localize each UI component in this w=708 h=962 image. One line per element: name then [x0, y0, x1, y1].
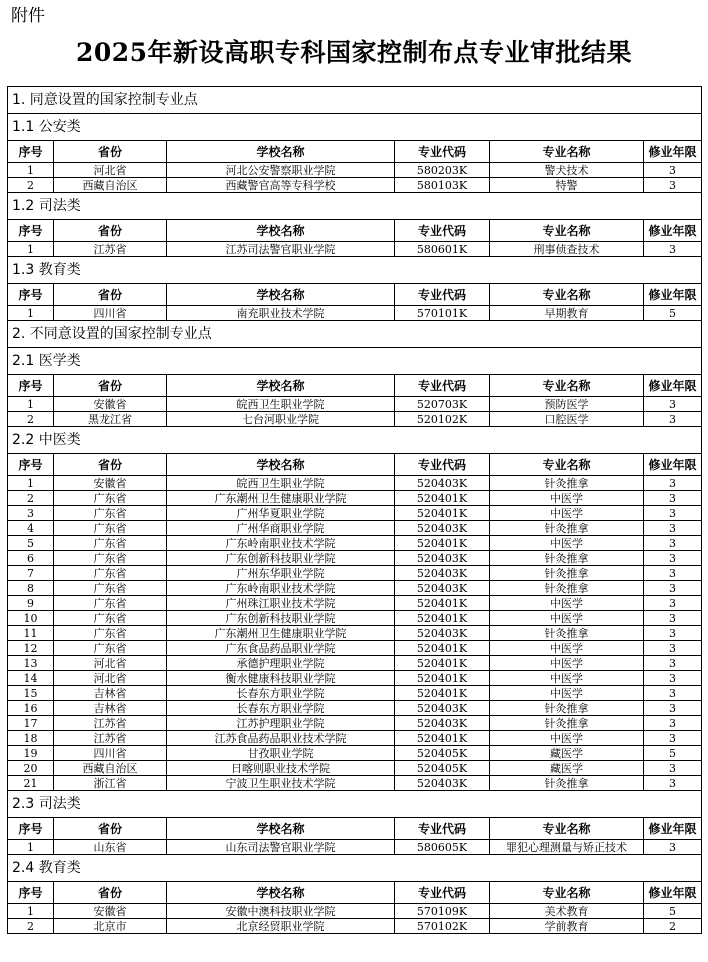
cell-province: 江苏省: [54, 242, 167, 257]
category-heading: [8, 348, 702, 375]
cell-duration: 3: [644, 671, 702, 686]
header-school: 学校名称: [167, 375, 395, 397]
cell-index: 19: [8, 746, 54, 761]
table-row: [8, 178, 702, 193]
header-major-code: 专业代码: [395, 454, 490, 476]
header-school: 学校名称: [167, 454, 395, 476]
cell-province: 北京市: [54, 919, 167, 934]
table-row: [8, 731, 702, 746]
table-row: [8, 626, 702, 641]
cell-school: 广东创新科技职业学院: [167, 611, 395, 626]
cell-school: 广东潮州卫生健康职业学院: [167, 491, 395, 506]
category-heading: [8, 257, 702, 284]
cell-major-code: 520401K: [395, 536, 490, 551]
cell-major-code: 520403K: [395, 626, 490, 641]
table-row: [8, 656, 702, 671]
table-row: [8, 163, 702, 178]
table-row: [8, 904, 702, 919]
cell-index: 6: [8, 551, 54, 566]
cell-index: 12: [8, 641, 54, 656]
cell-province: 河北省: [54, 671, 167, 686]
category-heading-text: 1.1 公安类: [8, 114, 702, 141]
approval-table-body: [8, 87, 702, 934]
header-province: 省份: [54, 220, 167, 242]
section-heading-text: 1. 同意设置的国家控制专业点: [8, 87, 702, 114]
cell-duration: 3: [644, 686, 702, 701]
cell-duration: 3: [644, 656, 702, 671]
cell-major-code: 580605K: [395, 840, 490, 855]
header-major-code: 专业代码: [395, 818, 490, 840]
cell-province: 广东省: [54, 536, 167, 551]
cell-major-code: 580203K: [395, 163, 490, 178]
approval-results-document: [7, 86, 701, 934]
cell-province: 安徽省: [54, 904, 167, 919]
cell-duration: 3: [644, 178, 702, 193]
cell-major-name: 针灸推拿: [490, 776, 644, 791]
cell-major-name: 口腔医学: [490, 412, 644, 427]
cell-major-code: 520403K: [395, 566, 490, 581]
cell-index: 21: [8, 776, 54, 791]
attachment-label: 附件: [11, 6, 45, 26]
cell-major-name: 学前教育: [490, 919, 644, 934]
cell-major-code: 520403K: [395, 476, 490, 491]
table-row: [8, 536, 702, 551]
cell-index: 1: [8, 242, 54, 257]
cell-major-code: 520401K: [395, 596, 490, 611]
cell-school: 广东潮州卫生健康职业学院: [167, 626, 395, 641]
cell-major-name: 针灸推拿: [490, 581, 644, 596]
cell-major-code: 520403K: [395, 551, 490, 566]
cell-province: 安徽省: [54, 476, 167, 491]
header-major-code: 专业代码: [395, 375, 490, 397]
cell-school: 广东岭南职业技术学院: [167, 536, 395, 551]
cell-index: 9: [8, 596, 54, 611]
cell-school: 江苏司法警官职业学院: [167, 242, 395, 257]
table-header-row: [8, 454, 702, 476]
table-header-row: [8, 375, 702, 397]
section-heading: [8, 87, 702, 114]
header-major-code: 专业代码: [395, 220, 490, 242]
cell-index: 1: [8, 476, 54, 491]
header-index: 序号: [8, 454, 54, 476]
header-duration: 修业年限: [644, 284, 702, 306]
table-row: [8, 521, 702, 536]
cell-major-name: 中医学: [490, 491, 644, 506]
cell-index: 10: [8, 611, 54, 626]
cell-index: 4: [8, 521, 54, 536]
category-heading: [8, 791, 702, 818]
cell-province: 广东省: [54, 581, 167, 596]
cell-province: 黑龙江省: [54, 412, 167, 427]
cell-index: 1: [8, 840, 54, 855]
table-row: [8, 491, 702, 506]
cell-school: 衡水健康科技职业学院: [167, 671, 395, 686]
cell-province: 广东省: [54, 551, 167, 566]
cell-duration: 3: [644, 840, 702, 855]
cell-major-name: 中医学: [490, 641, 644, 656]
cell-duration: 5: [644, 904, 702, 919]
header-major-name: 专业名称: [490, 284, 644, 306]
header-major-name: 专业名称: [490, 141, 644, 163]
header-school: 学校名称: [167, 882, 395, 904]
cell-major-code: 520401K: [395, 506, 490, 521]
table-header-row: [8, 818, 702, 840]
category-heading: [8, 114, 702, 141]
header-duration: 修业年限: [644, 882, 702, 904]
cell-school: 广州东华职业学院: [167, 566, 395, 581]
cell-province: 广东省: [54, 641, 167, 656]
cell-major-code: 520401K: [395, 491, 490, 506]
header-index: 序号: [8, 375, 54, 397]
cell-index: 11: [8, 626, 54, 641]
header-index: 序号: [8, 141, 54, 163]
table-row: [8, 581, 702, 596]
cell-province: 西藏自治区: [54, 178, 167, 193]
cell-major-code: 520401K: [395, 656, 490, 671]
cell-major-code: 520403K: [395, 521, 490, 536]
cell-school: 七台河职业学院: [167, 412, 395, 427]
cell-major-name: 针灸推拿: [490, 716, 644, 731]
cell-index: 1: [8, 163, 54, 178]
section-heading: [8, 321, 702, 348]
cell-school: 日喀则职业技术学院: [167, 761, 395, 776]
cell-index: 15: [8, 686, 54, 701]
table-row: [8, 242, 702, 257]
table-header-row: [8, 220, 702, 242]
header-major-name: 专业名称: [490, 818, 644, 840]
cell-duration: 3: [644, 596, 702, 611]
cell-duration: 3: [644, 626, 702, 641]
table-row: [8, 596, 702, 611]
cell-index: 1: [8, 904, 54, 919]
cell-duration: 5: [644, 746, 702, 761]
category-heading-text: 2.4 教育类: [8, 855, 702, 882]
cell-major-name: 中医学: [490, 611, 644, 626]
table-row: [8, 686, 702, 701]
header-province: 省份: [54, 818, 167, 840]
cell-major-name: 预防医学: [490, 397, 644, 412]
cell-major-code: 580601K: [395, 242, 490, 257]
document-title: 2025年新设高职专科国家控制布点专业审批结果: [75, 38, 633, 67]
cell-school: 皖西卫生职业学院: [167, 397, 395, 412]
cell-province: 安徽省: [54, 397, 167, 412]
header-major-name: 专业名称: [490, 882, 644, 904]
cell-school: 长春东方职业学院: [167, 701, 395, 716]
cell-school: 宁波卫生职业技术学院: [167, 776, 395, 791]
table-row: [8, 412, 702, 427]
category-heading: [8, 193, 702, 220]
cell-major-code: 520401K: [395, 641, 490, 656]
header-major-name: 专业名称: [490, 375, 644, 397]
cell-province: 浙江省: [54, 776, 167, 791]
cell-major-name: 藏医学: [490, 761, 644, 776]
cell-major-name: 罪犯心理测量与矫正技术: [490, 840, 644, 855]
category-heading: [8, 427, 702, 454]
header-index: 序号: [8, 284, 54, 306]
cell-major-name: 警犬技术: [490, 163, 644, 178]
table-row: [8, 506, 702, 521]
header-province: 省份: [54, 284, 167, 306]
cell-major-name: 中医学: [490, 686, 644, 701]
cell-index: 16: [8, 701, 54, 716]
cell-province: 广东省: [54, 566, 167, 581]
table-row: [8, 306, 702, 321]
table-header-row: [8, 284, 702, 306]
header-major-code: 专业代码: [395, 882, 490, 904]
cell-major-code: 520403K: [395, 581, 490, 596]
cell-school: 广东岭南职业技术学院: [167, 581, 395, 596]
cell-major-code: 520401K: [395, 671, 490, 686]
cell-province: 河北省: [54, 656, 167, 671]
cell-major-name: 针灸推拿: [490, 476, 644, 491]
category-heading: [8, 855, 702, 882]
cell-major-name: 中医学: [490, 656, 644, 671]
cell-major-name: 中医学: [490, 596, 644, 611]
cell-major-code: 580103K: [395, 178, 490, 193]
cell-school: 安徽中澳科技职业学院: [167, 904, 395, 919]
cell-province: 广东省: [54, 491, 167, 506]
cell-school: 广东创新科技职业学院: [167, 551, 395, 566]
cell-index: 2: [8, 412, 54, 427]
cell-province: 山东省: [54, 840, 167, 855]
cell-school: 广州华夏职业学院: [167, 506, 395, 521]
cell-index: 3: [8, 506, 54, 521]
cell-major-code: 520403K: [395, 716, 490, 731]
cell-province: 广东省: [54, 596, 167, 611]
table-row: [8, 397, 702, 412]
cell-duration: 3: [644, 701, 702, 716]
header-index: 序号: [8, 818, 54, 840]
cell-duration: 3: [644, 716, 702, 731]
cell-index: 13: [8, 656, 54, 671]
cell-duration: 3: [644, 581, 702, 596]
table-row: [8, 611, 702, 626]
cell-school: 江苏护理职业学院: [167, 716, 395, 731]
cell-major-code: 520703K: [395, 397, 490, 412]
cell-duration: 3: [644, 776, 702, 791]
header-school: 学校名称: [167, 284, 395, 306]
header-province: 省份: [54, 454, 167, 476]
cell-province: 河北省: [54, 163, 167, 178]
cell-major-code: 520401K: [395, 686, 490, 701]
cell-province: 广东省: [54, 611, 167, 626]
cell-index: 18: [8, 731, 54, 746]
header-duration: 修业年限: [644, 141, 702, 163]
category-heading-text: 1.2 司法类: [8, 193, 702, 220]
cell-school: 北京经贸职业学院: [167, 919, 395, 934]
category-heading-text: 1.3 教育类: [8, 257, 702, 284]
cell-major-name: 美术教育: [490, 904, 644, 919]
category-heading-text: 2.1 医学类: [8, 348, 702, 375]
cell-school: 南充职业技术学院: [167, 306, 395, 321]
cell-major-code: 520403K: [395, 701, 490, 716]
cell-duration: 3: [644, 551, 702, 566]
cell-index: 1: [8, 306, 54, 321]
cell-index: 2: [8, 919, 54, 934]
cell-province: 江苏省: [54, 731, 167, 746]
cell-major-name: 刑事侦查技术: [490, 242, 644, 257]
cell-major-name: 中医学: [490, 506, 644, 521]
cell-duration: 3: [644, 397, 702, 412]
cell-major-code: 570102K: [395, 919, 490, 934]
cell-major-name: 特警: [490, 178, 644, 193]
header-major-code: 专业代码: [395, 284, 490, 306]
cell-school: 山东司法警官职业学院: [167, 840, 395, 855]
cell-index: 14: [8, 671, 54, 686]
cell-major-code: 520403K: [395, 776, 490, 791]
header-index: 序号: [8, 220, 54, 242]
cell-school: 河北公安警察职业学院: [167, 163, 395, 178]
header-province: 省份: [54, 141, 167, 163]
cell-major-code: 520405K: [395, 761, 490, 776]
cell-duration: 3: [644, 506, 702, 521]
cell-major-name: 早期教育: [490, 306, 644, 321]
cell-duration: 2: [644, 919, 702, 934]
table-row: [8, 919, 702, 934]
header-school: 学校名称: [167, 220, 395, 242]
cell-duration: 3: [644, 566, 702, 581]
cell-school: 承德护理职业学院: [167, 656, 395, 671]
cell-index: 2: [8, 491, 54, 506]
header-duration: 修业年限: [644, 220, 702, 242]
cell-major-name: 针灸推拿: [490, 626, 644, 641]
cell-duration: 3: [644, 536, 702, 551]
cell-province: 四川省: [54, 746, 167, 761]
cell-index: 20: [8, 761, 54, 776]
cell-school: 广东食品药品职业学院: [167, 641, 395, 656]
category-heading-text: 2.3 司法类: [8, 791, 702, 818]
cell-duration: 3: [644, 412, 702, 427]
cell-duration: 3: [644, 611, 702, 626]
cell-province: 吉林省: [54, 686, 167, 701]
cell-province: 吉林省: [54, 701, 167, 716]
cell-duration: 3: [644, 476, 702, 491]
cell-major-name: 针灸推拿: [490, 521, 644, 536]
cell-duration: 3: [644, 521, 702, 536]
cell-major-code: 520405K: [395, 746, 490, 761]
cell-school: 皖西卫生职业学院: [167, 476, 395, 491]
cell-province: 江苏省: [54, 716, 167, 731]
cell-index: 8: [8, 581, 54, 596]
cell-school: 西藏警官高等专科学校: [167, 178, 395, 193]
header-school: 学校名称: [167, 818, 395, 840]
cell-major-code: 520401K: [395, 731, 490, 746]
cell-major-code: 520401K: [395, 611, 490, 626]
table-header-row: [8, 141, 702, 163]
cell-school: 广州华商职业学院: [167, 521, 395, 536]
header-major-code: 专业代码: [395, 141, 490, 163]
table-header-row: [8, 882, 702, 904]
table-row: [8, 551, 702, 566]
header-major-name: 专业名称: [490, 220, 644, 242]
cell-major-name: 中医学: [490, 671, 644, 686]
cell-major-code: 570109K: [395, 904, 490, 919]
header-index: 序号: [8, 882, 54, 904]
header-duration: 修业年限: [644, 818, 702, 840]
cell-index: 1: [8, 397, 54, 412]
table-row: [8, 716, 702, 731]
cell-province: 广东省: [54, 521, 167, 536]
cell-province: 广东省: [54, 506, 167, 521]
header-province: 省份: [54, 882, 167, 904]
cell-school: 广州珠江职业技术学院: [167, 596, 395, 611]
cell-index: 17: [8, 716, 54, 731]
cell-major-name: 针灸推拿: [490, 701, 644, 716]
category-heading-text: 2.2 中医类: [8, 427, 702, 454]
cell-province: 广东省: [54, 626, 167, 641]
cell-duration: 3: [644, 163, 702, 178]
cell-index: 7: [8, 566, 54, 581]
cell-major-name: 针灸推拿: [490, 566, 644, 581]
header-province: 省份: [54, 375, 167, 397]
table-row: [8, 761, 702, 776]
cell-school: 江苏食品药品职业技术学院: [167, 731, 395, 746]
section-heading-text: 2. 不同意设置的国家控制专业点: [8, 321, 702, 348]
header-duration: 修业年限: [644, 454, 702, 476]
table-row: [8, 701, 702, 716]
cell-major-code: 520102K: [395, 412, 490, 427]
cell-index: 5: [8, 536, 54, 551]
cell-province: 四川省: [54, 306, 167, 321]
table-row: [8, 776, 702, 791]
cell-major-name: 中医学: [490, 731, 644, 746]
cell-province: 西藏自治区: [54, 761, 167, 776]
cell-duration: 5: [644, 306, 702, 321]
cell-duration: 3: [644, 491, 702, 506]
cell-index: 2: [8, 178, 54, 193]
table-row: [8, 840, 702, 855]
cell-major-name: 藏医学: [490, 746, 644, 761]
table-row: [8, 476, 702, 491]
cell-major-name: 针灸推拿: [490, 551, 644, 566]
header-major-name: 专业名称: [490, 454, 644, 476]
header-duration: 修业年限: [644, 375, 702, 397]
cell-school: 长春东方职业学院: [167, 686, 395, 701]
approval-table: [7, 86, 702, 934]
table-row: [8, 746, 702, 761]
cell-duration: 3: [644, 731, 702, 746]
cell-duration: 3: [644, 242, 702, 257]
cell-duration: 3: [644, 641, 702, 656]
cell-major-code: 570101K: [395, 306, 490, 321]
header-school: 学校名称: [167, 141, 395, 163]
cell-school: 甘孜职业学院: [167, 746, 395, 761]
table-row: [8, 566, 702, 581]
cell-major-name: 中医学: [490, 536, 644, 551]
table-row: [8, 671, 702, 686]
table-row: [8, 641, 702, 656]
cell-duration: 3: [644, 761, 702, 776]
